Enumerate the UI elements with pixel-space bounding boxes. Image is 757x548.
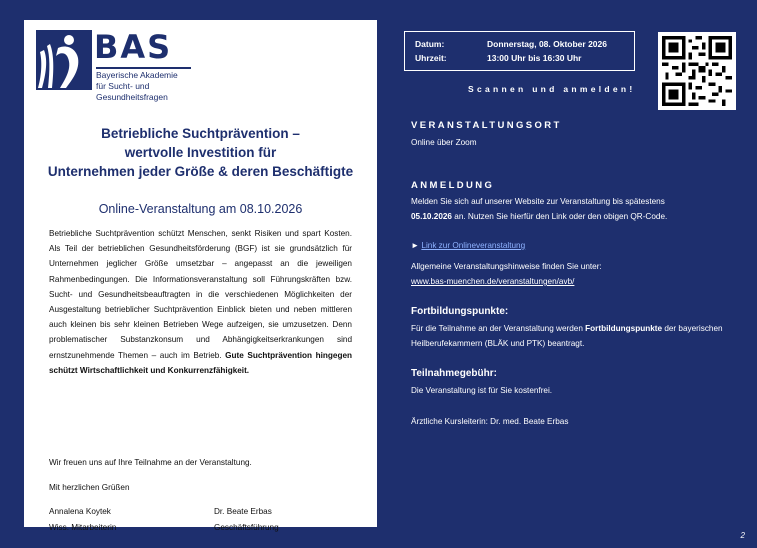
registration-text: Melden Sie sich auf unserer Website zur Veranstaltung bis spätestens 05.10.2026 an. Nutzen Sie hierfür den Link oder den obigen QR-Code. [411, 197, 668, 221]
body-paragraph: Betriebliche Suchtprävention schützt Menschen, senkt Risiken und spart Kosten. Als Teil der betrieblichen Gesundheitsförderung (BGF) ist sie grundsätzlich für Unternehmen jeglicher Größe umsetzbar – angepasst an die jeweiligen Rahmenbedingungen. Die Informationsveranstaltung soll Führungskräften bzw. Sucht- und Gesundheitsbeauftragten in die verschiedenen Möglichkeiten der Ausgestaltung betrieblicher Suchtprävention Einblick bieten und neben mittleren auch kleinen bis sehr kleinen Betrieben Wege aufzeigen, sie umzusetzen. Denn problematischer Substanzkonsum und Abhängigkeitserkrankungen sind ernstzunehmende Themen – auch im Betrieb. Gute Suchtprävention hingegen schützt Wirtschaftlichkeit und Konkurrenzfähigkeit. [49, 229, 352, 375]
venue-heading: VERANSTALTUNGSORT [411, 120, 562, 131]
scan-and-register: Scannen und anmelden! [468, 84, 636, 94]
info-panel [378, 0, 757, 548]
info-text: Allgemeine Veranstaltungshinweise finden Sie unter: [411, 262, 602, 271]
logo-divider [96, 67, 191, 69]
time-value: 13:00 Uhr bis 16:30 Uhr [487, 53, 582, 63]
fee-text: Die Veranstaltung ist für Sie kostenfrei. [411, 386, 553, 395]
date-label: Datum: [415, 39, 445, 49]
bas-wordmark: BAS [94, 28, 173, 66]
play-arrow-icon: ► [411, 241, 420, 250]
signature-role-2: Geschäftsführung [214, 523, 279, 532]
letter-panel [24, 20, 377, 532]
course-lead: Ärztliche Kursleiterin: Dr. med. Beate Erbas [411, 417, 569, 426]
fee-heading: Teilnahmegebühr: [411, 368, 497, 379]
qr-code[interactable] [658, 32, 736, 110]
date-box [404, 31, 635, 71]
event-title: Betriebliche Suchtprävention – wertvolle Investition für Unternehmen jeder Größe & deren Beschäftigte [47, 126, 354, 179]
cpd-text: Für die Teilnahme an der Veranstaltung werden Fortbildungspunkte der bayerischen Heilberufekammern (BLÄK und PTK) beantragt. [411, 324, 723, 348]
terms-url-link[interactable]: www.bas-muenchen.de/veranstaltungen/avb/ [411, 277, 575, 286]
greeting: Mit herzlichen Grüßen [49, 483, 130, 492]
bas-logo [36, 28, 196, 102]
qr-code-icon [662, 36, 732, 106]
page-number: 2 [740, 531, 745, 540]
bas-emblem-icon [36, 30, 92, 90]
venue-text: Online über Zoom [411, 138, 477, 147]
online-link-row [411, 238, 741, 253]
signature-name-2: Dr. Beate Erbas [214, 507, 272, 516]
online-event-link[interactable]: Link zur Onlineveranstaltung [421, 241, 526, 250]
signature-role-1: Wiss. Mitarbeiterin [49, 523, 117, 532]
event-subtitle: Online-Veranstaltung am 08.10.2026 [98, 202, 303, 216]
cpd-heading: Fortbildungspunkte: [411, 306, 509, 317]
signature-name-1: Annalena Koytek [49, 507, 111, 516]
registration-heading: ANMELDUNG [411, 180, 495, 191]
time-label: Uhrzeit: [415, 53, 447, 63]
closing-sentence: Wir freuen uns auf Ihre Teilnahme an der Veranstaltung. [49, 458, 252, 467]
bas-fullname: Bayerische Akademie für Sucht- und Gesundheitsfragen [96, 70, 178, 102]
date-value: Donnerstag, 08. Oktober 2026 [487, 39, 607, 49]
